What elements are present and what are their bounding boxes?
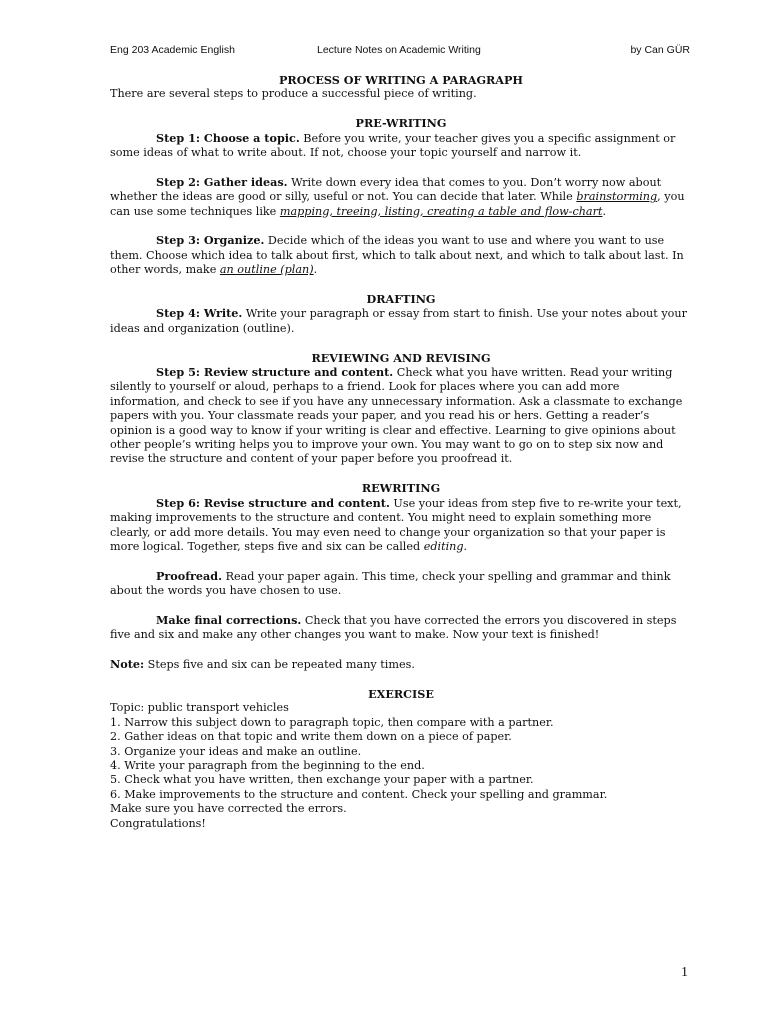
exercise-line: 1. Narrow this subject down to paragraph topic, then compare with a partner. [110, 715, 554, 729]
page-title: PROCESS OF WRITING A PARAGRAPH [279, 73, 523, 87]
step-1-label: Step 1: Choose a topic. [156, 130, 300, 145]
exercise-line: 4. Write your paragraph from the beginning to the end. [110, 758, 425, 772]
step-5-label: Step 5: Review structure and content. [156, 365, 394, 380]
header-course: Eng 203 Academic English [110, 44, 235, 56]
step-2-text: Write down every idea that comes to you. Don’t worry now about whether the ideas are good or silly, useful or not. You can decide that later. While [110, 175, 662, 204]
section-heading-exercise: EXERCISE [368, 686, 434, 701]
step-3-text: Decide which of the ideas you want to use and where you want to use them. Choose which idea to talk about first, which to talk about next, and which to talk about last. In other words, make [110, 234, 684, 277]
final-corrections-label: Make final corrections. [156, 612, 302, 627]
exercise-line: 6. Make improvements to the structure and content. Check your spelling and grammar. [110, 787, 608, 801]
step-1-text: Before you write, your teacher gives you a specific assignment or some ideas of what to write about. If not, choose your topic yourself and narrow it. [110, 131, 676, 160]
final-corrections-paragraph [110, 613, 692, 643]
final-corrections-text: Check that you have corrected the errors you discovered in steps five and six and make any other changes you want to make. Now your text is finished! [110, 613, 677, 642]
step-5-text: Check what you have written. Read your writing silently to yourself or aloud, perhaps to a friend. Look for places where you can add more information, and check to see if you have any unnecessary information. Ask a classmate to exchange papers with you. Your classmate reads your paper, and you read his or hers. Getting a reader’s opinion is a good way to know if your writing is clear and effective. Learning to give opinions about other people’s writing helps you to improve your own. You may want to go on to step six now and revise the structure and content of your paper before you proofread it. [110, 366, 683, 466]
brainstorming-term: brainstorming [576, 190, 658, 204]
step-5-paragraph [110, 365, 692, 467]
section-heading-prewriting: PRE-WRITING [355, 116, 447, 131]
step-4-paragraph [110, 306, 692, 336]
step-6-paragraph [110, 496, 692, 555]
exercise-line: Topic: public transport vehicles [110, 701, 289, 715]
step-6-text: Use your ideas from step five to re-write your text, making improvements to the structure and content. You might need to explain something more clearly, or add more details. You may even need to change your organization so that your paper is more logical. Together, steps five and six can be called [110, 496, 682, 553]
step-3-paragraph [110, 233, 692, 277]
exercise-line: Congratulations! [110, 816, 206, 830]
header-author: by Can GÜR [630, 44, 690, 56]
note-text: Steps five and six can be repeated many times. [144, 658, 415, 672]
header-title: Lecture Notes on Academic Writing [317, 44, 481, 56]
document-body [110, 73, 692, 831]
page-number: 1 [681, 965, 688, 980]
proofread-paragraph [110, 569, 692, 599]
note-paragraph [110, 657, 692, 672]
proofread-label: Proofread. [156, 568, 223, 583]
note-label: Note: [110, 657, 145, 672]
step-4-text: Write your paragraph or essay from start to finish. Use your notes about your ideas and organization (outline). [110, 307, 687, 335]
step-6-label: Step 6: Revise structure and content. [156, 495, 390, 510]
running-header [110, 44, 690, 56]
exercise-line: 5. Check what you have written, then exchange your paper with a partner. [110, 773, 534, 787]
editing-term: editing. [423, 539, 468, 553]
step-2-paragraph [110, 175, 692, 219]
techniques-term: mapping, treeing, listing, creating a table and flow-chart [279, 204, 603, 218]
step-2-text-c: . [602, 204, 607, 218]
section-heading-drafting: DRAFTING [366, 292, 436, 307]
exercise-list [110, 701, 692, 831]
exercise-line: 2. Gather ideas on that topic and write them down on a piece of paper. [110, 730, 512, 744]
exercise-line: Make sure you have corrected the errors. [110, 802, 347, 816]
outline-term: an outline (plan) [219, 263, 314, 277]
proofread-text: Read your paper again. This time, check your spelling and grammar and think about the words you have chosen to use. [110, 569, 671, 598]
exercise-line: 3. Organize your ideas and make an outline. [110, 744, 362, 758]
step-2-label: Step 2: Gather ideas. [156, 174, 288, 189]
section-heading-rewriting: REWRITING [361, 481, 441, 496]
step-3-text-b: . [313, 263, 318, 277]
step-1-paragraph [110, 131, 692, 161]
step-4-label: Step 4: Write. [156, 306, 243, 321]
step-2-text-b: , you can use some techniques like [110, 190, 685, 218]
step-3-label: Step 3: Organize. [156, 233, 265, 248]
section-heading-reviewing: REVIEWING AND REVISING [311, 350, 491, 365]
intro-text: There are several steps to produce a successful piece of writing. [110, 87, 477, 101]
